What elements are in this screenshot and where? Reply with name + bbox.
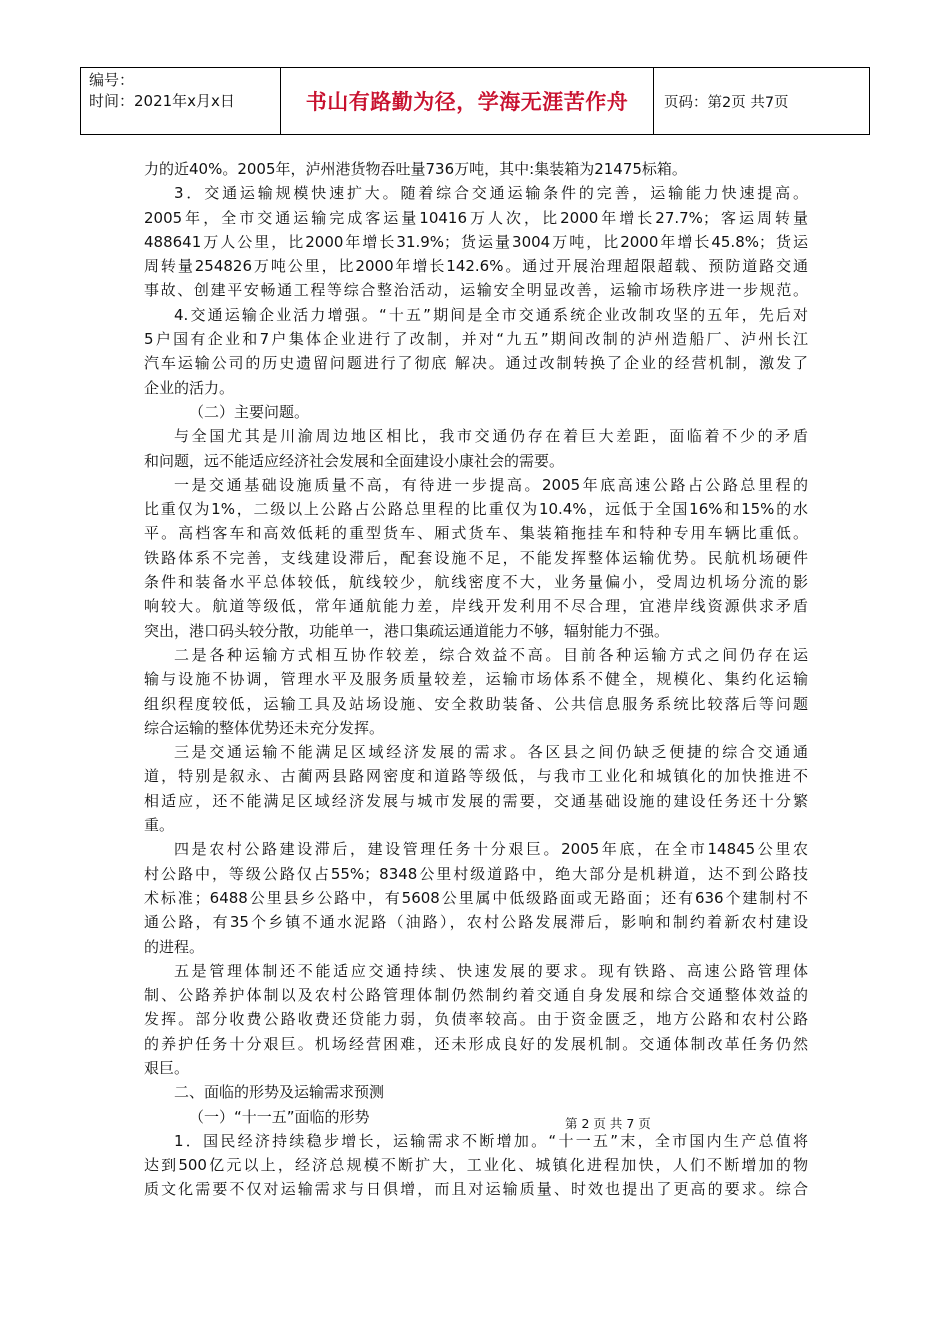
- motto-text: 书山有路勤为径，学海无涯苦作舟: [305, 90, 629, 114]
- text-line: 汽车运输公司的历史遗留问题进行了彻底 解决。通过改制转换了企业的经营机制，激发了: [144, 354, 808, 373]
- text-line: 艰巨。: [144, 1058, 190, 1077]
- section-heading: （二）主要问题。: [189, 402, 310, 421]
- subsection-heading: （一）“十一五”面临的形势: [189, 1107, 370, 1126]
- text-line: 道，特别是叙永、古蔺两县路网密度和道路等级低，与我市工业化和城镇化的加快推进不: [144, 767, 808, 786]
- text-line: 5户国有企业和7户集体企业进行了改制，并对“九五”期间改制的泸州造船厂、泸州长江: [144, 330, 808, 349]
- document-body: [144, 157, 808, 1202]
- text-line: 质文化需要不仅对运输需求与日俱增，而且对运输质量、时效也提出了更高的要求。综合: [144, 1180, 808, 1199]
- section-heading: 二、面临的形势及运输需求预测: [174, 1083, 385, 1102]
- text-line: 五是管理体制还不能适应交通持续、快速发展的要求。现有铁路、高速公路管理体: [174, 961, 808, 980]
- text-line: 村公路中，等级公路仅占55%；8348公里村级道路中，绝大部分是机耕道，达不到公路技: [144, 864, 808, 883]
- text-line: 一是交通基础设施质量不高，有待进一步提高。2005年底高速公路占公路总里程的: [174, 475, 808, 494]
- page-footer-note: 第 2 页 共 7 页: [565, 1116, 651, 1131]
- doc-date-label: 时间：2021年x月x日: [89, 92, 235, 110]
- text-line: 3．交通运输规模快速扩大。随着综合交通运输条件的完善，运输能力快速提高。: [174, 184, 808, 203]
- text-line: 的进程。: [144, 937, 205, 956]
- text-line: 与全国尤其是川渝周边地区相比，我市交通仍存在着巨大差距，面临着不少的矛盾: [174, 427, 808, 446]
- text-line: 制、公路养护体制以及农村公路管理体制仍然制约着交通自身发展和综合交通整体效益的: [144, 986, 808, 1005]
- text-line: 三是交通运输不能满足区域经济发展的需求。各区县之间仍缺乏便捷的综合交通通: [174, 743, 808, 762]
- text-line: 发挥。部分收费公路收费还贷能力弱，负债率较高。由于资金匮乏，地方公路和农村公路: [144, 1010, 808, 1029]
- text-line: 输与设施不协调，管理水平及服务质量较差，运输市场体系不健全，规模化、集约化运输: [144, 670, 808, 689]
- header-motto-cell: [281, 68, 654, 134]
- page-indicator: 页码：第2页 共7页: [664, 94, 789, 111]
- text-line: 二是各种运输方式相互协作较差，综合效益不高。目前各种运输方式之间仍存在运: [174, 645, 808, 664]
- text-line: 的养护任务十分艰巨。机场经营困难，还未形成良好的发展机制。交通体制改革任务仍然: [144, 1034, 808, 1053]
- text-line: 综合运输的整体优势还未充分发挥。: [144, 718, 385, 737]
- text-line: 4.交通运输企业活力增强。“十五”期间是全市交通系统企业改制攻坚的五年，先后对: [174, 305, 808, 324]
- text-line: 力的近40%。2005年，泸州港货物吞吐量736万吨，其中:集装箱为21475标箱。: [144, 160, 687, 178]
- doc-number-label: 编号：: [89, 71, 135, 89]
- text-line: 和问题，远不能适应经济社会发展和全面建设小康社会的需要。: [144, 451, 565, 470]
- text-line: 1．国民经济持续稳步增长，运输需求不断增加。“十一五”末，全市国内生产总值将: [174, 1131, 808, 1150]
- text-line: 周转量254826万吨公里，比2000年增长142.6%。通过开展治理超限超载、预防道路交通: [144, 257, 808, 276]
- text-line: 条件和装备水平总体较低，航线较少，航线密度不大，业务量偏小，受周边机场分流的影: [144, 573, 808, 592]
- text-line: 突出，港口码头较分散，功能单一，港口集疏运通道能力不够，辐射能力不强。: [144, 621, 670, 640]
- text-line: 术标准；6488公里县乡公路中，有5608公里属中低级路面或无路面；还有636个建制村不: [144, 888, 808, 907]
- text-line: 488641万人公里，比2000年增长31.9%；货运量3004万吨，比2000年增长45.8%；货运: [144, 232, 808, 251]
- text-line: 达到500亿元以上，经济总规模不断扩大，工业化、城镇化进程加快，人们不断增加的物: [144, 1156, 808, 1175]
- text-line: 四是农村公路建设滞后，建设管理任务十分艰巨。2005年底，在全市14845公里农: [174, 840, 808, 859]
- header-table: [80, 67, 870, 135]
- text-line: 企业的活力。: [144, 378, 235, 397]
- text-line: 比重仅为1%，二级以上公路占公路总里程的比重仅为10.4%，远低于全国16%和15%的水: [144, 500, 808, 519]
- text-line: 平。高档客车和高效低耗的重型货车、厢式货车、集装箱拖挂车和特种专用车辆比重低。: [144, 524, 808, 543]
- text-line: 事故、创建平安畅通工程等综合整治活动，运输安全明显改善，运输市场秩序进一步规范。: [144, 281, 808, 300]
- text-line: 相适应，还不能满足区域经济发展与城市发展的需要，交通基础设施的建设任务还十分繁: [144, 791, 808, 810]
- text-line: 重。: [144, 816, 175, 835]
- header-page-cell: [654, 68, 869, 134]
- text-line: 通公路，有35个乡镇不通水泥路（油路），农村公路发展滞后，影响和制约着新农村建设: [144, 913, 808, 932]
- text-line: 响较大。航道等级低，常年通航能力差，岸线开发利用不尽合理，宜港岸线资源供求矛盾: [144, 597, 808, 616]
- text-line: 铁路体系不完善，支线建设滞后，配套设施不足，不能发挥整体运输优势。民航机场硬件: [144, 548, 808, 567]
- text-line: 组织程度较低，运输工具及站场设施、安全救助装备、公共信息服务系统比较落后等问题: [144, 694, 808, 713]
- text-line: 2005年，全市交通运输完成客运量10416万人次，比2000年增长27.7%；客运周转量: [144, 208, 808, 227]
- header-meta-cell: [81, 68, 281, 134]
